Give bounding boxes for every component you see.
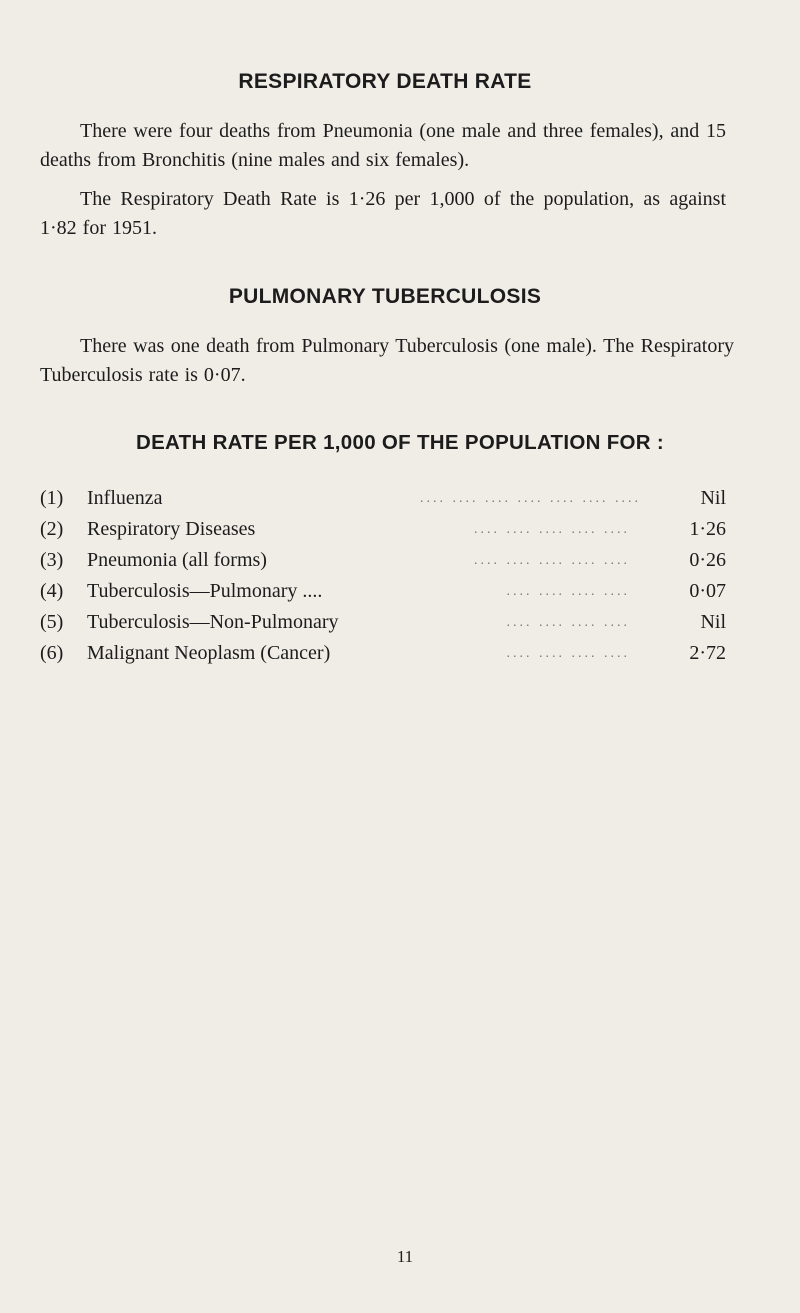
respiratory-death-rate-heading: RESPIRATORY DEATH RATE [238, 70, 532, 93]
item-label: Tuberculosis—Non-Pulmonary [87, 611, 339, 633]
pneumonia-bronchitis-paragraph: There were four deaths from Pneumonia (one male and three females), and 15 deaths from Bronchitis (nine males and six females). [40, 120, 726, 171]
list-item [40, 607, 726, 638]
item-number: (2) [40, 518, 64, 540]
item-label: Pneumonia (all forms) [87, 549, 267, 571]
pulmonary-tuberculosis-heading: PULMONARY TUBERCULOSIS [228, 285, 542, 308]
leader-dots: .... .... .... .... .... [474, 522, 630, 537]
item-label: Respiratory Diseases [87, 518, 256, 540]
item-number: (4) [40, 580, 64, 602]
death-rate-table-heading: DEATH RATE PER 1,000 OF THE POPULATION FOR : [135, 431, 665, 454]
item-value: 0·26 [689, 549, 726, 571]
leader-dots: .... .... .... .... [506, 646, 630, 661]
list-item [40, 545, 726, 576]
item-number: (6) [40, 642, 64, 664]
list-item [40, 638, 726, 669]
list-item [40, 576, 726, 607]
item-number: (5) [40, 611, 64, 633]
item-number: (1) [40, 487, 64, 509]
leader-dots: .... .... .... .... .... .... .... [420, 491, 641, 506]
page-number: 11 [396, 1247, 414, 1266]
leader-dots: .... .... .... .... .... [474, 553, 630, 568]
item-value: 1·26 [689, 518, 726, 540]
death-rate-list [40, 483, 726, 669]
item-number: (3) [40, 549, 64, 571]
item-value: Nil [700, 611, 726, 633]
leader-dots: .... .... .... .... [506, 615, 630, 630]
item-label: Influenza [87, 487, 163, 509]
list-item [40, 483, 726, 514]
list-item [40, 514, 726, 545]
item-value: 2·72 [689, 642, 726, 664]
item-value: 0·07 [689, 580, 726, 602]
tuberculosis-paragraph: There was one death from Pulmonary Tuberculosis (one male). The Respiratory Tuberculosis rate is 0·07. [40, 335, 734, 386]
item-value: Nil [700, 487, 726, 509]
leader-dots: .... .... .... .... [506, 584, 630, 599]
respiratory-rate-paragraph: The Respiratory Death Rate is 1·26 per 1,000 of the population, as against 1·82 for 1951. [40, 188, 726, 239]
item-label: Malignant Neoplasm (Cancer) [87, 642, 331, 664]
item-label: Tuberculosis—Pulmonary .... [87, 580, 323, 602]
